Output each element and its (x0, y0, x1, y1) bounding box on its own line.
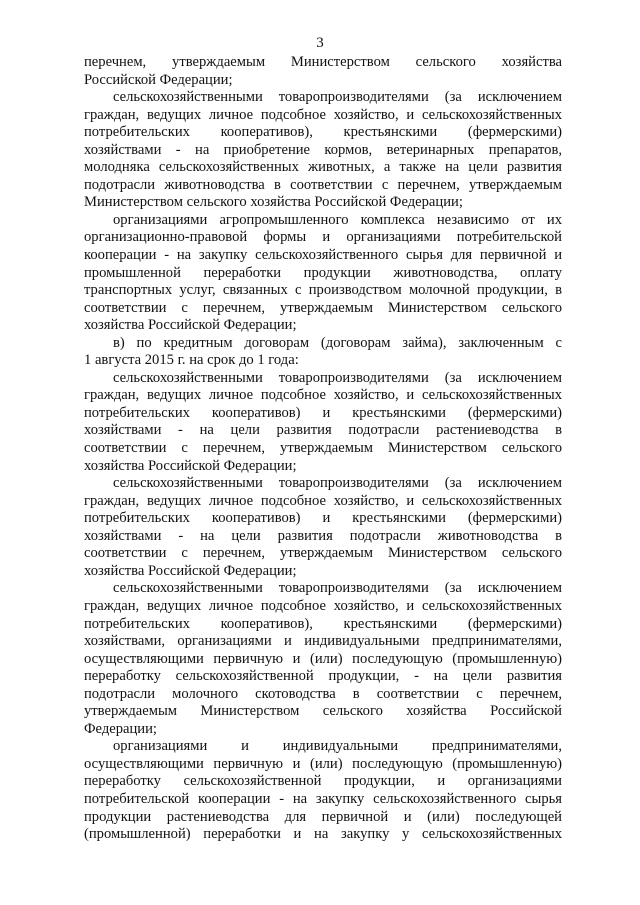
text-line: подотрасли животноводства в соответствии с перечнем, утверждаемым (84, 176, 562, 193)
text-line: Российской Федерации; (84, 71, 233, 88)
paragraph (84, 212, 562, 335)
text-line: осуществляющими первичную и (или) последующую (промышленную) (84, 650, 562, 667)
text-line: организациями и индивидуальными предпринимателями, (113, 738, 562, 755)
text-line: граждан, ведущих личное подсобное хозяйство, и сельскохозяйственных (84, 597, 562, 614)
document-body (84, 54, 562, 844)
text-line: хозяйства Российской Федерации; (84, 562, 297, 579)
text-line: 1 августа 2015 г. на срок до 1 года: (84, 352, 299, 369)
paragraph (84, 370, 562, 475)
text-line: Министерством сельского хозяйства Российской Федерации; (84, 194, 463, 211)
paragraph (84, 475, 562, 580)
text-line: перечнем, утверждаемым Министерством сельского хозяйства (84, 54, 562, 70)
text-line: сельскохозяйственными товаропроизводителями (за исключением (113, 475, 562, 492)
text-line: граждан, ведущих личное подсобное хозяйство, и сельскохозяйственных (84, 387, 562, 404)
text-line: хозяйства Российской Федерации; (84, 457, 297, 474)
text-line: граждан, ведущих личное подсобное хозяйство, и сельскохозяйственных (84, 492, 562, 509)
text-line: промышленной переработки продукции животноводства, оплату (84, 264, 562, 281)
text-line: продукции растениеводства для первичной и (или) последующей (84, 808, 562, 825)
text-line: переработку сельскохозяйственной продукции, и организациями (84, 773, 562, 790)
page-number: 3 (316, 35, 324, 51)
text-line: потребительских кооперативов), крестьянскими (фермерскими) (84, 615, 562, 632)
text-line: сельскохозяйственными товаропроизводителями (за исключением (113, 580, 562, 597)
text-line: кооперации - на закупку сельскохозяйственного сырья для первичной и (84, 247, 562, 264)
text-line: в) по кредитным договорам (договорам займа), заключенным с (113, 334, 562, 351)
text-line: соответствии с перечнем, утверждаемым Министерством сельского (84, 440, 562, 457)
paragraph (84, 89, 562, 212)
text-line: потребительских кооперативов) и крестьянскими (фермерскими) (84, 510, 562, 527)
text-line: молодняка сельскохозяйственных животных, а также на цели развития (84, 159, 562, 176)
paragraph (84, 335, 562, 370)
text-line: (промышленной) переработки и на закупку у сельскохозяйственных (84, 826, 562, 843)
text-line: утверждаемым Министерством сельского хозяйства Российской (84, 703, 562, 720)
text-line: потребительских кооперативов) и крестьянскими (фермерскими) (84, 404, 562, 421)
text-line: хозяйствами - на приобретение кормов, ветеринарных препаратов, (84, 141, 562, 158)
text-line: хозяйствами - на цели развития подотрасли животноводства в (84, 527, 562, 544)
text-line: транспортных услуг, связанных с производством молочной продукции, в (84, 282, 562, 299)
paragraph (84, 54, 562, 89)
text-line: потребительских кооперативов), крестьянскими (фермерскими) (84, 124, 562, 141)
text-line: хозяйствами - на цели развития подотрасли растениеводства в (84, 422, 562, 439)
text-line: граждан, ведущих личное подсобное хозяйство, и сельскохозяйственных (84, 106, 562, 123)
text-line: потребительской кооперации - на закупку сельскохозяйственного сырья (84, 790, 562, 807)
text-line: переработку сельскохозяйственной продукции, - на цели развития (84, 668, 562, 685)
text-line: сельскохозяйственными товаропроизводителями (за исключением (113, 89, 562, 106)
text-line: Федерации; (84, 720, 157, 737)
text-line: подотрасли молочного скотоводства в соответствии с перечнем, (84, 685, 562, 702)
text-line: организационно-правовой формы и организациями потребительской (84, 229, 562, 246)
text-line: хозяйствами, организациями и индивидуальными предпринимателями, (84, 633, 562, 650)
text-line: соответствии с перечнем, утверждаемым Министерством сельского (84, 299, 562, 316)
paragraph (84, 580, 562, 738)
paragraph (84, 738, 562, 843)
text-line: осуществляющими первичную и (или) последующую (промышленную) (84, 755, 562, 772)
text-line: организациями агропромышленного комплекса независимо от их (113, 211, 562, 228)
text-line: сельскохозяйственными товаропроизводителями (за исключением (113, 369, 562, 386)
text-line: соответствии с перечнем, утверждаемым Министерством сельского (84, 545, 562, 562)
text-line: хозяйства Российской Федерации; (84, 317, 297, 334)
